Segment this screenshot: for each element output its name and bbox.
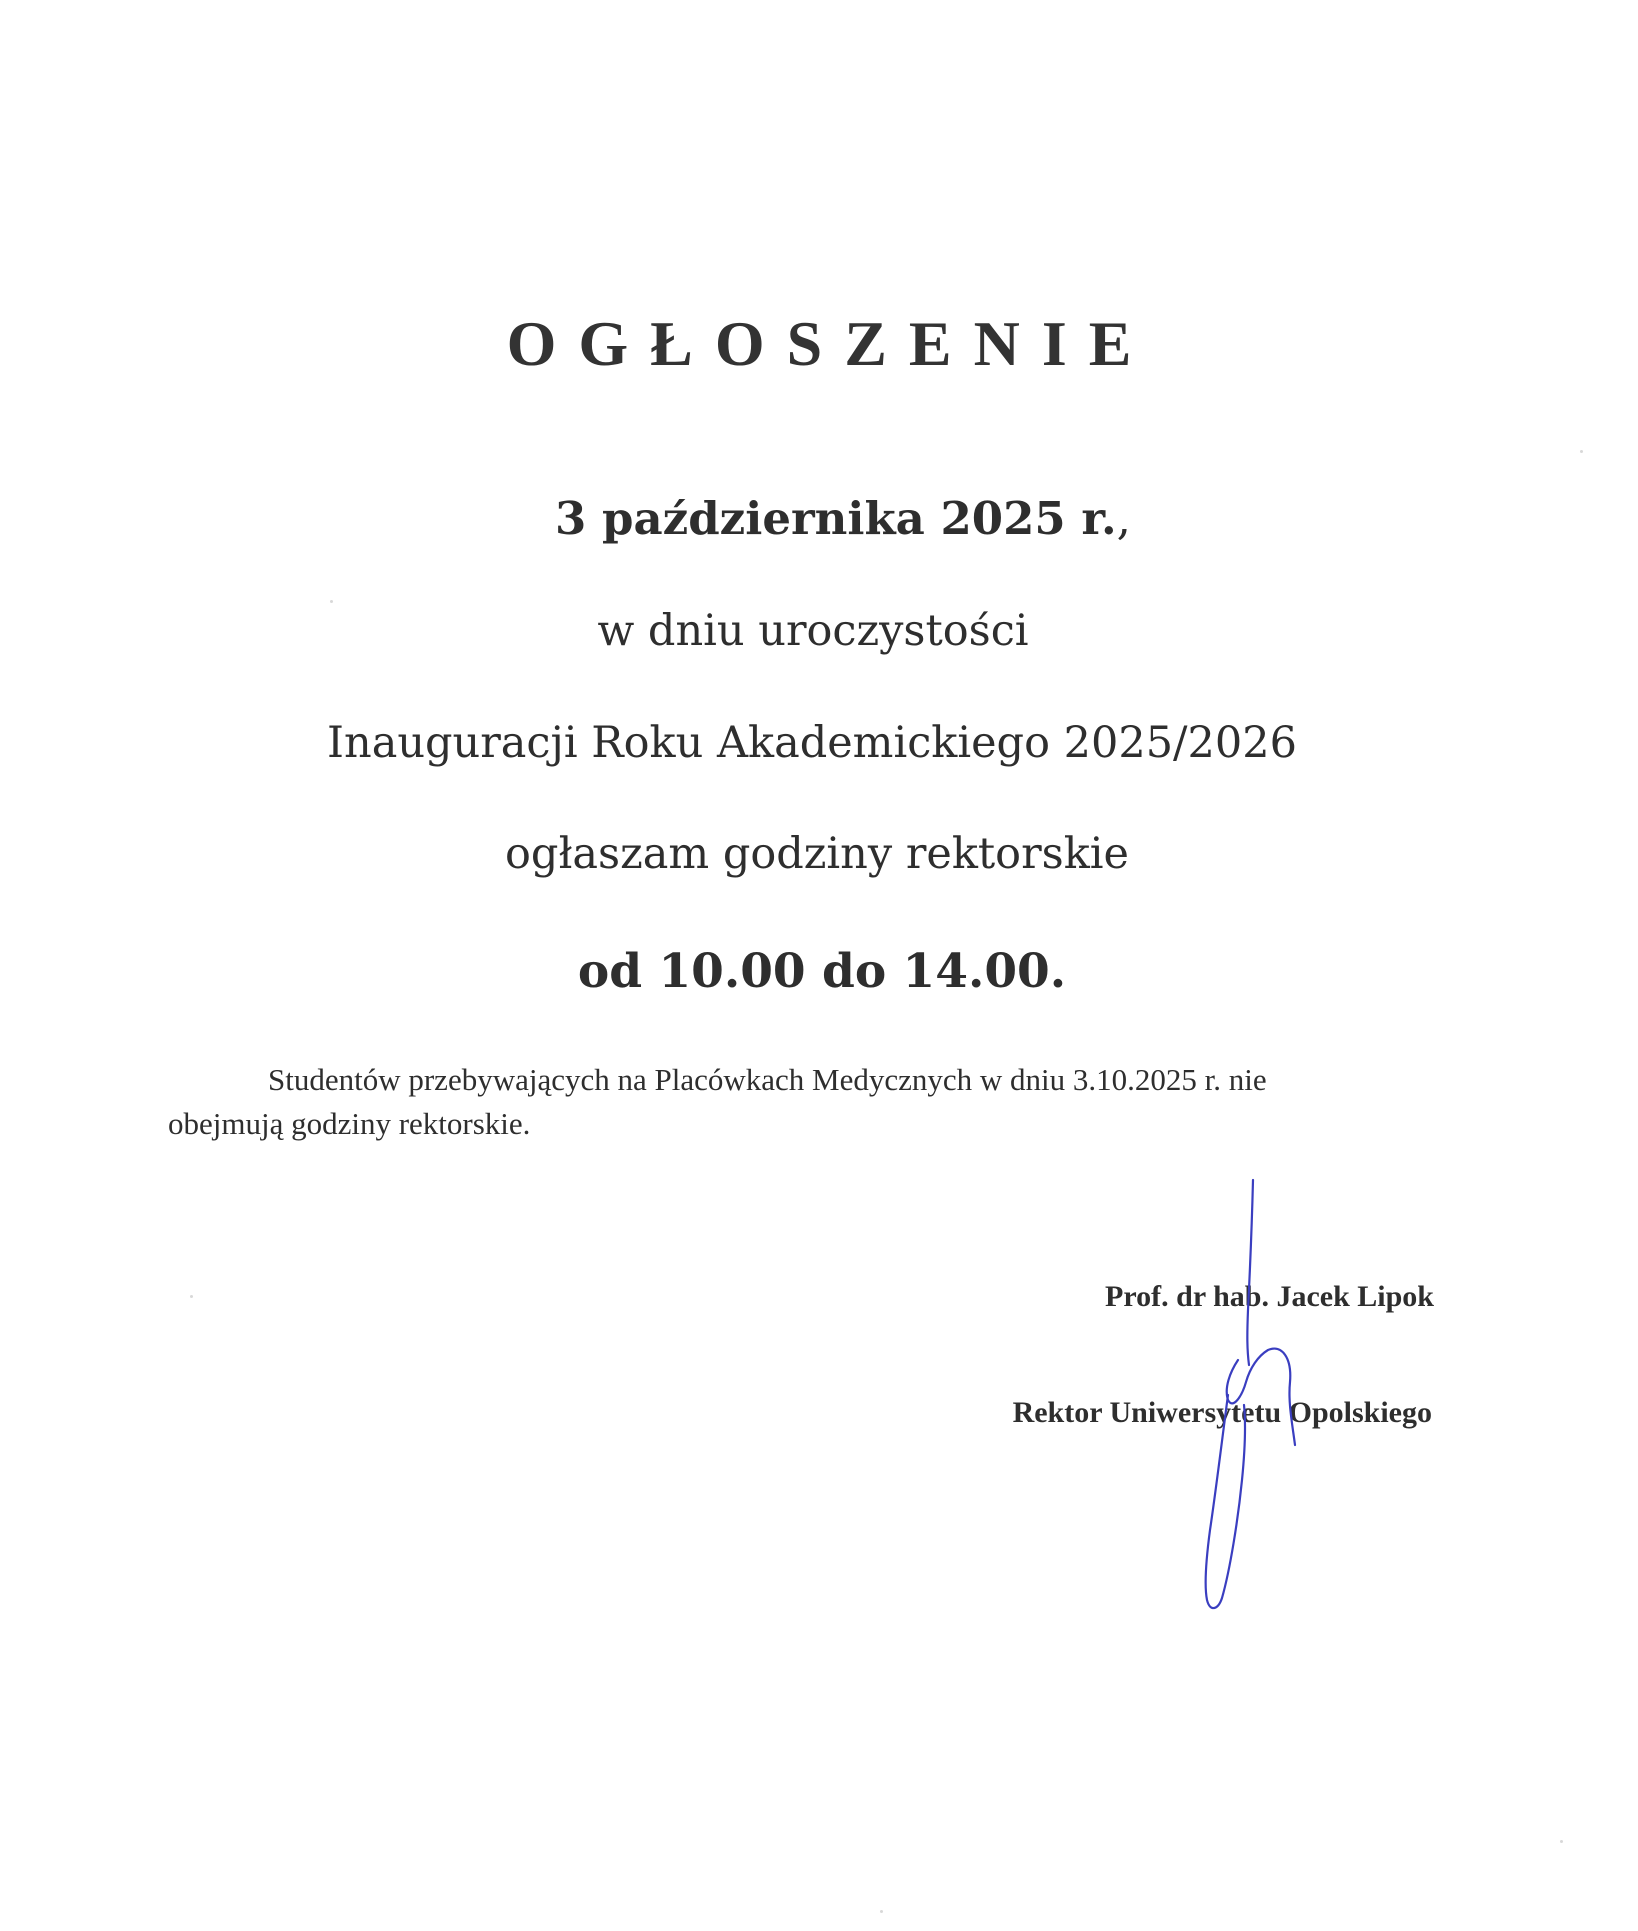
- scan-speck: [1560, 1840, 1563, 1843]
- announcement-date-suffix: ,: [1116, 492, 1131, 545]
- exception-note: Studentów przebywających na Placówkach Medycznych w dniu 3.10.2025 r. nie obejmują godziny rektorskie.: [168, 1062, 1267, 1141]
- inauguration-line: Inauguracji Roku Akademickiego 2025/2026: [327, 718, 1297, 768]
- signatory-title: Rektor Uniwersytetu Opolskiego: [1012, 1396, 1432, 1429]
- rector-hours-text: od 10.00 do 14.00: [577, 944, 1050, 999]
- scan-speck: [880, 1910, 883, 1913]
- scan-speck: [190, 1295, 193, 1298]
- signatory-name: Prof. dr hab. Jacek Lipok: [1105, 1280, 1434, 1313]
- announce-line: ogłaszam godziny rektorskie: [505, 829, 1129, 879]
- scan-speck: [1580, 450, 1583, 453]
- scan-speck: [330, 600, 333, 603]
- ceremony-line: w dniu uroczystości: [597, 606, 1029, 656]
- rector-hours-suffix: .: [1049, 944, 1067, 999]
- announcement-date: [0, 492, 1638, 545]
- announcement-date-text: 3 października 2025 r.: [555, 492, 1117, 545]
- rector-hours: [0, 944, 1638, 999]
- document-title: OGŁOSZENIE: [506, 308, 1154, 379]
